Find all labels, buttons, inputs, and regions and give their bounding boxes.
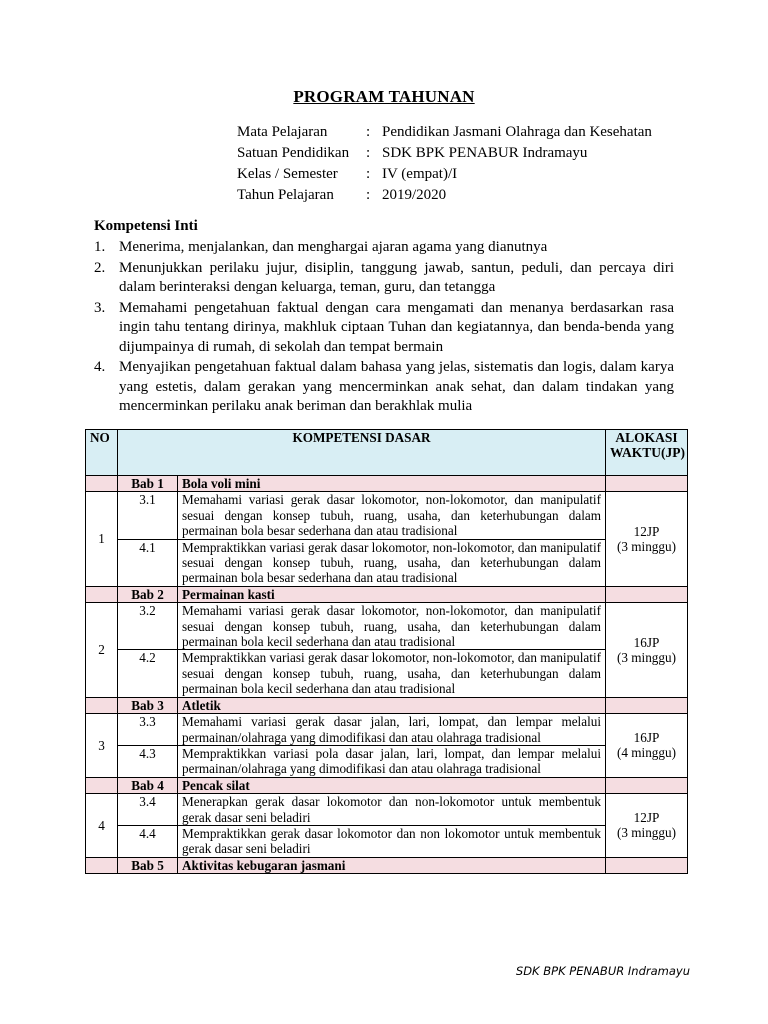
page-footer: SDK BPK PENABUR Indramayu xyxy=(515,964,690,978)
list-item xyxy=(94,259,674,298)
bab-row xyxy=(86,476,688,492)
kd-text: Memahami variasi gerak dasar jalan, lari, lompat, dan lempar melalui permainan/olahraga yang dimodifikasi dan atau olahraga tradisional xyxy=(178,714,606,746)
meta-row-school: Satuan Pendidikan : SDK BPK PENABUR Indramayu xyxy=(237,143,652,164)
table-row xyxy=(86,825,688,857)
alokasi-jp: 16JP xyxy=(633,730,660,745)
table-row xyxy=(86,714,688,746)
list-item-text: Menunjukkan perilaku jujur, disiplin, tanggung jawab, santun, peduli, dan percaya diri dalam berinteraksi dengan keluarga, teman, guru, dan tetangga xyxy=(119,259,674,295)
bab-row xyxy=(86,586,688,602)
bab-topic: Atletik xyxy=(178,697,606,713)
meta-label: Kelas / Semester xyxy=(237,166,338,182)
alokasi-cell xyxy=(606,492,688,586)
bab-row xyxy=(86,857,688,873)
kd-text: Menerapkan gerak dasar lokomotor dan non-lokomotor untuk membentuk gerak dasar seni beladiri xyxy=(178,794,606,826)
kd-code: 3.3 xyxy=(118,714,178,746)
alokasi-cell xyxy=(606,794,688,858)
list-item-number: 4. xyxy=(94,359,106,375)
bab-number: Bab 5 xyxy=(118,857,178,873)
alokasi-cell xyxy=(606,714,688,778)
meta-label: Tahun Pelajaran xyxy=(237,187,334,203)
kompetensi-dasar-table xyxy=(85,429,688,874)
meta-row-year: Tahun Pelajaran : 2019/2020 xyxy=(237,185,652,206)
list-item-number: 3. xyxy=(94,299,106,316)
alokasi-jp: 12JP xyxy=(633,810,660,826)
kd-text: Mempraktikkan variasi pola dasar jalan, lari, lompat, dan lempar melalui permainan/olahraga yang dimodifikasi dan atau olahraga tradisional xyxy=(178,745,606,777)
list-item xyxy=(94,358,674,417)
alokasi-jp: 16JP xyxy=(633,634,660,650)
row-number: 3 xyxy=(86,714,118,778)
bab-number: Bab 4 xyxy=(118,777,178,793)
kd-code: 4.2 xyxy=(118,650,178,697)
alokasi-weeks: (3 minggu) xyxy=(617,825,676,841)
kd-code: 3.4 xyxy=(118,794,178,826)
list-item-text: Menyajikan pengetahuan faktual dalam bahasa yang jelas, sistematis dan logis, dalam karya yang estetis, dalam gerakan yang mencerminkan anak sehat, dan dalam tindakan yang mencerminkan perilaku anak beriman dan berakhlak mulia xyxy=(119,359,674,414)
bab-row xyxy=(86,777,688,793)
meta-value: Pendidikan Jasmani Olahraga dan Kesehatan xyxy=(382,124,652,140)
list-item-text: Memahami pengetahuan faktual dengan cara mengamati dan menanya berdasarkan rasa ingin tahu tentang dirinya, makhluk ciptaan Tuhan dan kegiatannya, dan benda-benda yang dijumpainya di rumah, di sekolah dan tempat bermain xyxy=(119,299,674,355)
meta-label: Mata Pelajaran xyxy=(237,124,328,140)
bab-row xyxy=(86,697,688,713)
bab-number: Bab 2 xyxy=(118,586,178,602)
list-item xyxy=(94,238,674,258)
kd-text: Mempraktikkan gerak dasar lokomotor dan non lokomotor untuk membentuk gerak dasar seni beladiri xyxy=(178,825,606,857)
kompetensi-inti-list xyxy=(94,238,674,418)
row-number: 4 xyxy=(86,794,118,858)
table-row xyxy=(86,539,688,586)
kd-text: Memahami variasi gerak dasar lokomotor, non-lokomotor, dan manipulatif sesuai dengan konsep tubuh, ruang, usaha, dan keterhubungan dalam permainan bola kecil sederhana dan atau tradisional xyxy=(178,603,606,650)
alokasi-weeks: (3 minggu) xyxy=(617,539,676,555)
meta-label: Satuan Pendidikan xyxy=(237,145,350,161)
bab-number: Bab 3 xyxy=(118,697,178,713)
bab-number: Bab 1 xyxy=(118,476,178,492)
kd-code: 4.1 xyxy=(118,539,178,586)
table-row xyxy=(86,492,688,539)
meta-value: IV (empat)/I xyxy=(382,166,458,182)
list-item-number: 1. xyxy=(94,239,106,255)
document-meta xyxy=(237,122,652,206)
table-row xyxy=(86,794,688,826)
kd-text: Mempraktikkan variasi gerak dasar lokomotor, non-lokomotor, dan manipulatif sesuai dengan konsep tubuh, ruang, usaha, dan keterhubungan dalam permainan bola kecil sederhana dan atau tradisional xyxy=(178,650,606,697)
table-row xyxy=(86,603,688,650)
bab-topic: Pencak silat xyxy=(178,777,606,793)
list-item-text: Menerima, menjalankan, dan menghargai ajaran agama yang dianutnya xyxy=(119,239,548,255)
list-item-number: 2. xyxy=(94,259,106,276)
list-item xyxy=(94,299,674,358)
kd-text: Memahami variasi gerak dasar lokomotor, non-lokomotor, dan manipulatif sesuai dengan konsep tubuh, ruang, usaha, dan keterhubungan dalam permainan bola besar sederhana dan atau tradisional xyxy=(178,492,606,539)
kd-code: 4.4 xyxy=(118,825,178,857)
table-header-row xyxy=(86,430,688,476)
header-no: NO xyxy=(86,430,118,476)
document-title: PROGRAM TAHUNAN xyxy=(293,87,475,106)
header-kompetensi-dasar: KOMPETENSI DASAR xyxy=(118,430,606,476)
alokasi-weeks: (4 minggu) xyxy=(617,745,676,761)
kd-code: 4.3 xyxy=(118,745,178,777)
alokasi-cell xyxy=(606,603,688,697)
meta-value: SDK BPK PENABUR Indramayu xyxy=(382,145,588,161)
table-row xyxy=(86,745,688,777)
meta-row-class: Kelas / Semester : IV (empat)/I xyxy=(237,164,652,185)
bab-topic: Permainan kasti xyxy=(178,586,606,602)
alokasi-jp: 12JP xyxy=(633,523,660,539)
meta-value: 2019/2020 xyxy=(382,187,447,203)
bab-topic: Aktivitas kebugaran jasmani xyxy=(178,857,606,873)
alokasi-weeks: (3 minggu) xyxy=(617,649,676,665)
row-number: 2 xyxy=(86,603,118,697)
kd-code: 3.1 xyxy=(118,492,178,539)
table-row xyxy=(86,650,688,697)
row-number: 1 xyxy=(86,492,118,586)
header-alokasi-waktu: ALOKASI WAKTU(JP) xyxy=(606,430,688,476)
kd-code: 3.2 xyxy=(118,603,178,650)
bab-topic: Bola voli mini xyxy=(178,476,606,492)
meta-row-subject: Mata Pelajaran : Pendidikan Jasmani Olahraga dan Kesehatan xyxy=(237,122,652,143)
kompetensi-inti-heading: Kompetensi Inti xyxy=(94,218,198,234)
kd-text: Mempraktikkan variasi gerak dasar lokomotor, non-lokomotor, dan manipulatif sesuai dengan konsep tubuh, ruang, usaha, dan keterhubungan dalam permainan bola besar sederhana dan atau tradisional xyxy=(178,539,606,586)
